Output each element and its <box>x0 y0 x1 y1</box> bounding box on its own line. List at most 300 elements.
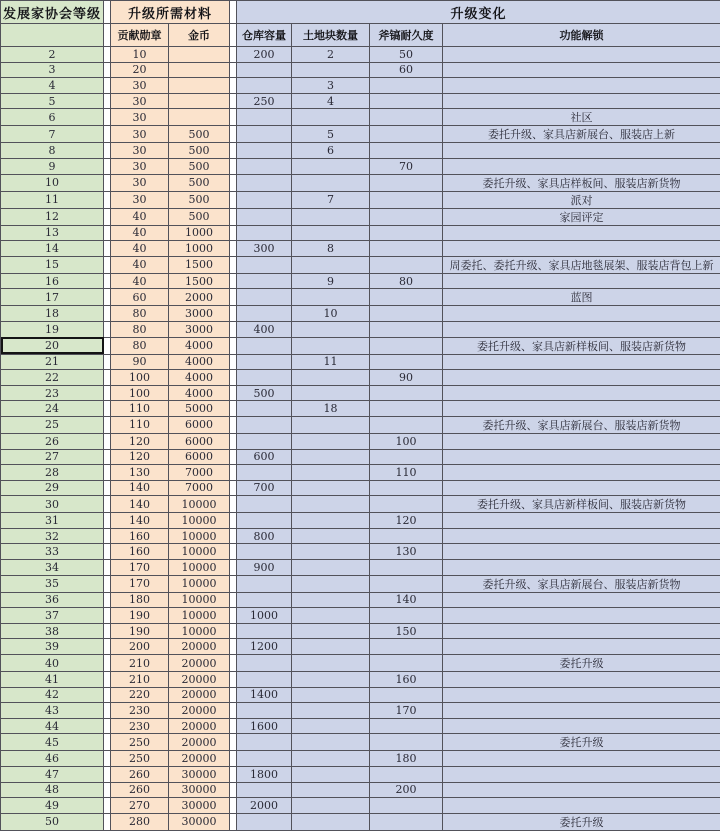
cell-gold[interactable]: 20000 <box>169 703 230 719</box>
cell-unlock[interactable] <box>443 513 720 529</box>
cell-level[interactable]: 7 <box>1 126 104 143</box>
cell-gold[interactable]: 30000 <box>169 813 230 830</box>
cell-land[interactable]: 3 <box>292 78 370 94</box>
cell-unlock[interactable] <box>443 560 720 576</box>
cell-storage[interactable] <box>237 143 292 159</box>
cell-durability[interactable] <box>370 256 443 273</box>
cell-unlock[interactable]: 家园评定 <box>443 208 720 225</box>
cell-medal[interactable]: 170 <box>111 560 169 576</box>
cell-durability[interactable]: 50 <box>370 47 443 63</box>
cell-durability[interactable] <box>370 289 443 306</box>
cell-medal[interactable]: 190 <box>111 608 169 624</box>
cell-gold[interactable]: 10000 <box>169 623 230 639</box>
cell-land[interactable]: 4 <box>292 93 370 109</box>
cell-land[interactable] <box>292 62 370 78</box>
cell-gold[interactable] <box>169 109 230 126</box>
cell-storage[interactable] <box>237 78 292 94</box>
cell-land[interactable] <box>292 639 370 655</box>
cell-gold[interactable]: 4000 <box>169 370 230 386</box>
cell-medal[interactable]: 30 <box>111 109 169 126</box>
cell-land[interactable] <box>292 528 370 544</box>
cell-level[interactable]: 2 <box>1 47 104 63</box>
cell-unlock[interactable] <box>443 354 720 370</box>
cell-level[interactable]: 32 <box>1 528 104 544</box>
cell-storage[interactable]: 500 <box>237 385 292 401</box>
cell-unlock[interactable] <box>443 273 720 289</box>
cell-unlock[interactable] <box>443 687 720 703</box>
cell-level[interactable]: 48 <box>1 782 104 798</box>
cell-durability[interactable] <box>370 734 443 751</box>
cell-unlock[interactable] <box>443 158 720 174</box>
cell-level[interactable]: 40 <box>1 655 104 672</box>
cell-durability[interactable]: 130 <box>370 544 443 560</box>
cell-gold[interactable]: 500 <box>169 158 230 174</box>
cell-level[interactable]: 36 <box>1 592 104 608</box>
header-level-group[interactable]: 发展家协会等级 <box>1 1 104 24</box>
cell-medal[interactable]: 110 <box>111 401 169 417</box>
cell-land[interactable] <box>292 544 370 560</box>
cell-medal[interactable]: 30 <box>111 93 169 109</box>
cell-medal[interactable]: 30 <box>111 191 169 208</box>
cell-gold[interactable]: 10000 <box>169 575 230 592</box>
cell-land[interactable]: 7 <box>292 191 370 208</box>
cell-durability[interactable] <box>370 337 443 354</box>
cell-unlock[interactable] <box>443 767 720 783</box>
cell-gold[interactable] <box>169 93 230 109</box>
cell-gold[interactable] <box>169 62 230 78</box>
cell-durability[interactable] <box>370 385 443 401</box>
cell-storage[interactable] <box>237 782 292 798</box>
cell-land[interactable] <box>292 256 370 273</box>
cell-level[interactable]: 50 <box>1 813 104 830</box>
cell-unlock[interactable]: 委托升级 <box>443 734 720 751</box>
cell-land[interactable] <box>292 513 370 529</box>
cell-durability[interactable] <box>370 354 443 370</box>
cell-durability[interactable]: 60 <box>370 62 443 78</box>
cell-land[interactable] <box>292 560 370 576</box>
cell-unlock[interactable]: 委托升级、家具店新展台、服装店新货物 <box>443 575 720 592</box>
cell-level[interactable]: 29 <box>1 480 104 496</box>
cell-gold[interactable]: 500 <box>169 208 230 225</box>
cell-medal[interactable]: 120 <box>111 433 169 449</box>
cell-unlock[interactable] <box>443 449 720 465</box>
cell-gold[interactable]: 4000 <box>169 337 230 354</box>
cell-medal[interactable]: 140 <box>111 480 169 496</box>
cell-storage[interactable] <box>237 655 292 672</box>
cell-unlock[interactable]: 委托升级、家具店样板间、服装店新货物 <box>443 174 720 191</box>
cell-level[interactable]: 12 <box>1 208 104 225</box>
cell-level[interactable]: 5 <box>1 93 104 109</box>
cell-unlock[interactable] <box>443 592 720 608</box>
cell-land[interactable] <box>292 433 370 449</box>
cell-gold[interactable]: 10000 <box>169 544 230 560</box>
header-unlock[interactable]: 功能解锁 <box>443 24 720 47</box>
cell-durability[interactable] <box>370 401 443 417</box>
header-storage[interactable]: 仓库容量 <box>237 24 292 47</box>
cell-unlock[interactable] <box>443 623 720 639</box>
cell-gold[interactable]: 1000 <box>169 225 230 241</box>
cell-land[interactable] <box>292 813 370 830</box>
header-land[interactable]: 土地块数量 <box>292 24 370 47</box>
cell-gold[interactable]: 10000 <box>169 513 230 529</box>
cell-durability[interactable] <box>370 241 443 257</box>
cell-gold[interactable]: 500 <box>169 143 230 159</box>
cell-level[interactable]: 49 <box>1 798 104 814</box>
cell-storage[interactable]: 1200 <box>237 639 292 655</box>
cell-medal[interactable]: 280 <box>111 813 169 830</box>
cell-level[interactable]: 9 <box>1 158 104 174</box>
cell-medal[interactable]: 250 <box>111 734 169 751</box>
cell-unlock[interactable] <box>443 703 720 719</box>
cell-medal[interactable]: 260 <box>111 767 169 783</box>
cell-medal[interactable]: 210 <box>111 672 169 688</box>
cell-durability[interactable] <box>370 639 443 655</box>
cell-storage[interactable] <box>237 592 292 608</box>
cell-level[interactable]: 27 <box>1 449 104 465</box>
cell-unlock[interactable]: 委托升级、家具店新样板间、服装店新货物 <box>443 337 720 354</box>
cell-unlock[interactable] <box>443 93 720 109</box>
cell-storage[interactable] <box>237 433 292 449</box>
cell-storage[interactable]: 1800 <box>237 767 292 783</box>
cell-gold[interactable]: 1500 <box>169 256 230 273</box>
cell-land[interactable]: 11 <box>292 354 370 370</box>
cell-level[interactable]: 10 <box>1 174 104 191</box>
cell-level[interactable]: 8 <box>1 143 104 159</box>
cell-level[interactable]: 13 <box>1 225 104 241</box>
cell-unlock[interactable] <box>443 639 720 655</box>
cell-medal[interactable]: 80 <box>111 321 169 337</box>
cell-land[interactable] <box>292 718 370 734</box>
cell-durability[interactable] <box>370 306 443 322</box>
cell-unlock[interactable]: 委托升级、家具店新样板间、服装店新货物 <box>443 496 720 513</box>
cell-level[interactable]: 46 <box>1 751 104 767</box>
cell-storage[interactable] <box>237 416 292 433</box>
cell-land[interactable] <box>292 416 370 433</box>
cell-durability[interactable]: 70 <box>370 158 443 174</box>
cell-level[interactable]: 47 <box>1 767 104 783</box>
cell-medal[interactable]: 10 <box>111 47 169 63</box>
cell-medal[interactable]: 30 <box>111 158 169 174</box>
cell-level[interactable]: 38 <box>1 623 104 639</box>
cell-medal[interactable]: 220 <box>111 687 169 703</box>
cell-storage[interactable] <box>237 109 292 126</box>
cell-storage[interactable] <box>237 306 292 322</box>
cell-land[interactable] <box>292 655 370 672</box>
cell-medal[interactable]: 170 <box>111 575 169 592</box>
cell-level[interactable]: 24 <box>1 401 104 417</box>
cell-unlock[interactable] <box>443 401 720 417</box>
cell-storage[interactable] <box>237 273 292 289</box>
cell-storage[interactable]: 300 <box>237 241 292 257</box>
cell-medal[interactable]: 160 <box>111 544 169 560</box>
cell-durability[interactable] <box>370 575 443 592</box>
cell-medal[interactable]: 140 <box>111 496 169 513</box>
cell-unlock[interactable] <box>443 608 720 624</box>
cell-land[interactable]: 6 <box>292 143 370 159</box>
cell-land[interactable] <box>292 575 370 592</box>
cell-storage[interactable] <box>237 813 292 830</box>
header-gold[interactable]: 金币 <box>169 24 230 47</box>
cell-storage[interactable] <box>237 734 292 751</box>
cell-durability[interactable] <box>370 813 443 830</box>
cell-gold[interactable]: 1500 <box>169 273 230 289</box>
cell-gold[interactable]: 4000 <box>169 354 230 370</box>
cell-durability[interactable]: 180 <box>370 751 443 767</box>
cell-unlock[interactable] <box>443 528 720 544</box>
cell-durability[interactable]: 140 <box>370 592 443 608</box>
header-medal[interactable]: 贡献勋章 <box>111 24 169 47</box>
cell-gold[interactable]: 6000 <box>169 449 230 465</box>
cell-level[interactable]: 3 <box>1 62 104 78</box>
cell-storage[interactable] <box>237 751 292 767</box>
cell-level[interactable]: 45 <box>1 734 104 751</box>
cell-durability[interactable] <box>370 191 443 208</box>
cell-storage[interactable] <box>237 126 292 143</box>
cell-land[interactable] <box>292 208 370 225</box>
cell-storage[interactable] <box>237 703 292 719</box>
cell-land[interactable] <box>292 734 370 751</box>
cell-storage[interactable] <box>237 208 292 225</box>
cell-storage[interactable] <box>237 513 292 529</box>
cell-durability[interactable] <box>370 93 443 109</box>
cell-unlock[interactable]: 委托升级、家具店新展台、服装店上新 <box>443 126 720 143</box>
cell-level[interactable]: 25 <box>1 416 104 433</box>
cell-medal[interactable]: 30 <box>111 143 169 159</box>
cell-gold[interactable]: 10000 <box>169 592 230 608</box>
cell-gold[interactable]: 6000 <box>169 433 230 449</box>
cell-storage[interactable] <box>237 158 292 174</box>
cell-level[interactable]: 4 <box>1 78 104 94</box>
cell-gold[interactable]: 1000 <box>169 241 230 257</box>
cell-storage[interactable]: 800 <box>237 528 292 544</box>
cell-land[interactable] <box>292 174 370 191</box>
cell-land[interactable] <box>292 225 370 241</box>
cell-durability[interactable] <box>370 718 443 734</box>
cell-level[interactable]: 11 <box>1 191 104 208</box>
cell-storage[interactable] <box>237 370 292 386</box>
cell-medal[interactable]: 120 <box>111 449 169 465</box>
cell-medal[interactable]: 40 <box>111 241 169 257</box>
cell-land[interactable] <box>292 608 370 624</box>
cell-unlock[interactable] <box>443 385 720 401</box>
cell-durability[interactable] <box>370 208 443 225</box>
cell-gold[interactable]: 20000 <box>169 655 230 672</box>
cell-gold[interactable]: 2000 <box>169 289 230 306</box>
cell-gold[interactable]: 20000 <box>169 672 230 688</box>
cell-gold[interactable]: 4000 <box>169 385 230 401</box>
cell-unlock[interactable] <box>443 672 720 688</box>
cell-land[interactable] <box>292 703 370 719</box>
cell-level[interactable]: 39 <box>1 639 104 655</box>
cell-land[interactable] <box>292 480 370 496</box>
cell-medal[interactable]: 140 <box>111 513 169 529</box>
cell-land[interactable] <box>292 782 370 798</box>
cell-medal[interactable]: 40 <box>111 273 169 289</box>
cell-unlock[interactable] <box>443 241 720 257</box>
cell-durability[interactable] <box>370 528 443 544</box>
cell-level[interactable]: 19 <box>1 321 104 337</box>
cell-medal[interactable]: 210 <box>111 655 169 672</box>
cell-land[interactable] <box>292 109 370 126</box>
cell-gold[interactable]: 500 <box>169 126 230 143</box>
cell-storage[interactable]: 1600 <box>237 718 292 734</box>
cell-level[interactable]: 22 <box>1 370 104 386</box>
cell-storage[interactable] <box>237 544 292 560</box>
cell-storage[interactable] <box>237 354 292 370</box>
cell-durability[interactable]: 90 <box>370 370 443 386</box>
cell-storage[interactable]: 700 <box>237 480 292 496</box>
cell-medal[interactable]: 80 <box>111 306 169 322</box>
header-durability[interactable]: 斧镐耐久度 <box>370 24 443 47</box>
cell-land[interactable]: 18 <box>292 401 370 417</box>
cell-land[interactable]: 10 <box>292 306 370 322</box>
cell-medal[interactable]: 250 <box>111 751 169 767</box>
cell-gold[interactable]: 10000 <box>169 608 230 624</box>
cell-medal[interactable]: 260 <box>111 782 169 798</box>
cell-storage[interactable] <box>237 174 292 191</box>
cell-unlock[interactable]: 周委托、委托升级、家具店地毯展架、服装店背包上新 <box>443 256 720 273</box>
cell-land[interactable] <box>292 289 370 306</box>
cell-medal[interactable]: 230 <box>111 703 169 719</box>
cell-unlock[interactable] <box>443 47 720 63</box>
cell-medal[interactable]: 30 <box>111 174 169 191</box>
cell-gold[interactable]: 7000 <box>169 465 230 481</box>
cell-unlock[interactable]: 委托升级 <box>443 813 720 830</box>
cell-gold[interactable]: 7000 <box>169 480 230 496</box>
cell-storage[interactable] <box>237 623 292 639</box>
cell-medal[interactable]: 40 <box>111 225 169 241</box>
cell-medal[interactable]: 180 <box>111 592 169 608</box>
cell-unlock[interactable] <box>443 225 720 241</box>
cell-level[interactable]: 26 <box>1 433 104 449</box>
cell-durability[interactable]: 160 <box>370 672 443 688</box>
cell-level[interactable]: 16 <box>1 273 104 289</box>
cell-storage[interactable] <box>237 62 292 78</box>
cell-storage[interactable] <box>237 337 292 354</box>
cell-gold[interactable]: 6000 <box>169 416 230 433</box>
cell-durability[interactable] <box>370 480 443 496</box>
cell-land[interactable] <box>292 321 370 337</box>
cell-medal[interactable]: 30 <box>111 78 169 94</box>
cell-durability[interactable] <box>370 798 443 814</box>
cell-unlock[interactable] <box>443 798 720 814</box>
cell-level[interactable]: 18 <box>1 306 104 322</box>
cell-land[interactable] <box>292 592 370 608</box>
cell-storage[interactable]: 600 <box>237 449 292 465</box>
cell-medal[interactable]: 130 <box>111 465 169 481</box>
cell-medal[interactable]: 100 <box>111 385 169 401</box>
cell-gold[interactable]: 500 <box>169 174 230 191</box>
cell-level[interactable]: 23 <box>1 385 104 401</box>
cell-durability[interactable] <box>370 496 443 513</box>
cell-medal[interactable]: 30 <box>111 126 169 143</box>
cell-land[interactable] <box>292 496 370 513</box>
cell-land[interactable] <box>292 672 370 688</box>
cell-level[interactable]: 6 <box>1 109 104 126</box>
cell-gold[interactable]: 3000 <box>169 306 230 322</box>
cell-durability[interactable] <box>370 449 443 465</box>
cell-unlock[interactable] <box>443 718 720 734</box>
cell-level[interactable]: 43 <box>1 703 104 719</box>
cell-gold[interactable]: 20000 <box>169 639 230 655</box>
cell-level[interactable]: 42 <box>1 687 104 703</box>
cell-storage[interactable]: 1000 <box>237 608 292 624</box>
cell-land[interactable] <box>292 385 370 401</box>
cell-medal[interactable]: 20 <box>111 62 169 78</box>
cell-durability[interactable]: 80 <box>370 273 443 289</box>
cell-gold[interactable]: 20000 <box>169 734 230 751</box>
cell-durability[interactable]: 120 <box>370 513 443 529</box>
cell-land[interactable] <box>292 449 370 465</box>
cell-unlock[interactable] <box>443 321 720 337</box>
cell-storage[interactable] <box>237 401 292 417</box>
cell-gold[interactable]: 10000 <box>169 528 230 544</box>
cell-level[interactable]: 33 <box>1 544 104 560</box>
cell-gold[interactable]: 20000 <box>169 751 230 767</box>
cell-level-selected[interactable]: 20 <box>1 337 104 354</box>
cell-unlock[interactable] <box>443 306 720 322</box>
cell-gold[interactable] <box>169 47 230 63</box>
cell-gold[interactable]: 5000 <box>169 401 230 417</box>
header-materials-group[interactable]: 升级所需材料 <box>111 1 230 24</box>
cell-unlock[interactable] <box>443 782 720 798</box>
cell-land[interactable] <box>292 767 370 783</box>
cell-medal[interactable]: 160 <box>111 528 169 544</box>
cell-land[interactable]: 9 <box>292 273 370 289</box>
cell-durability[interactable]: 150 <box>370 623 443 639</box>
cell-medal[interactable]: 270 <box>111 798 169 814</box>
cell-level[interactable]: 28 <box>1 465 104 481</box>
cell-land[interactable] <box>292 465 370 481</box>
cell-durability[interactable]: 200 <box>370 782 443 798</box>
cell-level[interactable]: 41 <box>1 672 104 688</box>
cell-level[interactable]: 44 <box>1 718 104 734</box>
cell-level[interactable]: 37 <box>1 608 104 624</box>
cell-gold[interactable]: 10000 <box>169 496 230 513</box>
cell-medal[interactable]: 100 <box>111 370 169 386</box>
cell-durability[interactable] <box>370 143 443 159</box>
cell-land[interactable] <box>292 751 370 767</box>
cell-unlock[interactable] <box>443 433 720 449</box>
cell-unlock[interactable]: 蓝图 <box>443 289 720 306</box>
cell-land[interactable] <box>292 687 370 703</box>
cell-unlock[interactable]: 社区 <box>443 109 720 126</box>
cell-storage[interactable] <box>237 496 292 513</box>
cell-unlock[interactable] <box>443 465 720 481</box>
cell-level[interactable]: 15 <box>1 256 104 273</box>
cell-unlock[interactable] <box>443 544 720 560</box>
cell-durability[interactable] <box>370 655 443 672</box>
cell-land[interactable] <box>292 370 370 386</box>
cell-storage[interactable]: 1400 <box>237 687 292 703</box>
header-level-blank[interactable] <box>1 24 104 47</box>
cell-unlock[interactable] <box>443 751 720 767</box>
cell-unlock[interactable] <box>443 78 720 94</box>
cell-durability[interactable] <box>370 225 443 241</box>
cell-land[interactable] <box>292 623 370 639</box>
cell-medal[interactable]: 80 <box>111 337 169 354</box>
cell-land[interactable]: 8 <box>292 241 370 257</box>
cell-durability[interactable] <box>370 109 443 126</box>
cell-gold[interactable]: 20000 <box>169 687 230 703</box>
cell-storage[interactable]: 250 <box>237 93 292 109</box>
cell-medal[interactable]: 60 <box>111 289 169 306</box>
cell-durability[interactable]: 170 <box>370 703 443 719</box>
cell-durability[interactable] <box>370 687 443 703</box>
cell-storage[interactable] <box>237 256 292 273</box>
cell-durability[interactable] <box>370 560 443 576</box>
cell-storage[interactable] <box>237 465 292 481</box>
